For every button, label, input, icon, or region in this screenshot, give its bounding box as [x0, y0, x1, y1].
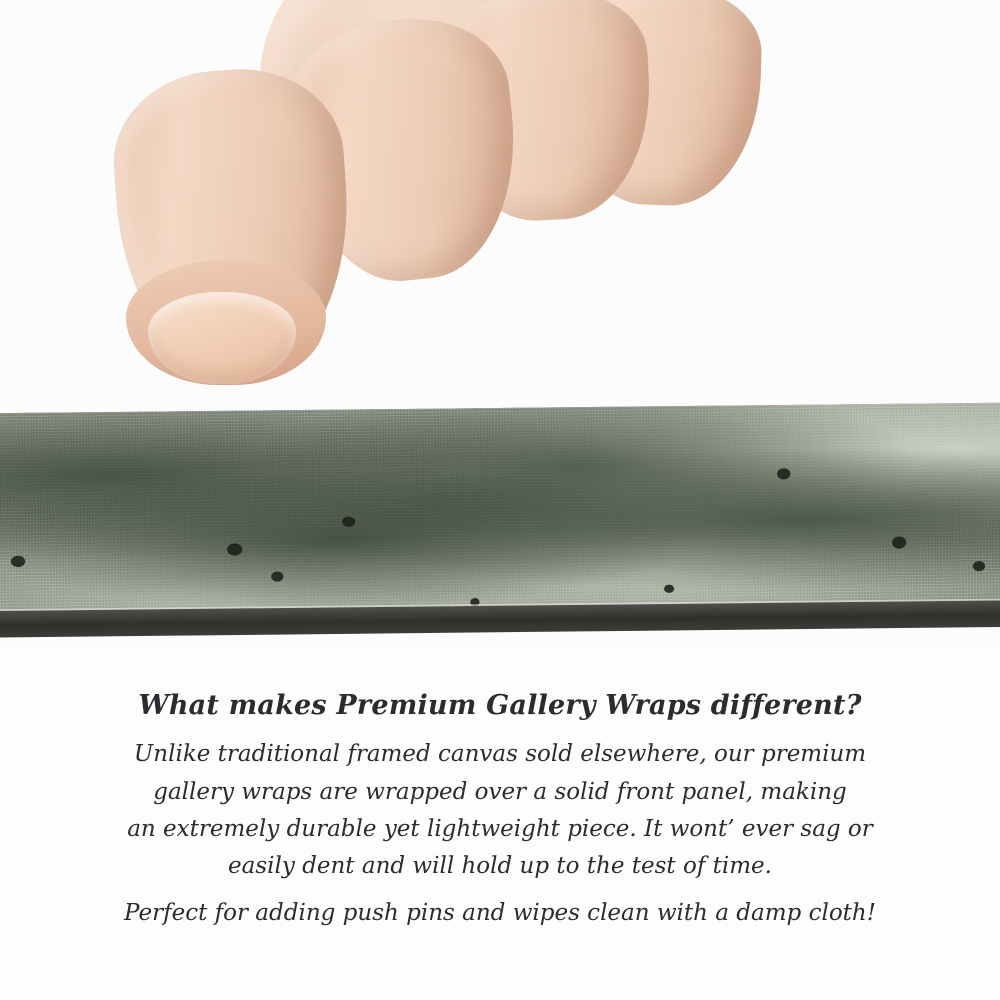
canvas-speck — [342, 517, 355, 527]
caption-line-4: easily dent and will hold up to the test of time. — [228, 853, 772, 880]
caption-heading: What makes Premium Gallery Wraps different? — [138, 690, 862, 721]
caption-block — [0, 690, 1000, 933]
caption-line-3: an extremely durable yet lightweight piece. It wont’ ever sag or — [127, 815, 873, 842]
caption-line-2: gallery wraps are wrapped over a solid front panel, making — [153, 778, 847, 805]
canvas-speck — [11, 556, 25, 567]
canvas-speck — [777, 468, 790, 479]
canvas-speck — [664, 585, 674, 593]
hand-illustration — [110, 0, 730, 420]
canvas-wrap-surface — [0, 403, 1000, 623]
caption-line-5: Perfect for adding push pins and wipes clean with a damp cloth! — [124, 900, 876, 927]
canvas-speck — [973, 561, 985, 571]
canvas-speck — [271, 571, 283, 581]
canvas-speck — [227, 543, 242, 555]
canvas-speck — [892, 536, 906, 548]
caption-line-1: Unlike traditional framed canvas sold elsewhere, our premium — [133, 741, 867, 768]
